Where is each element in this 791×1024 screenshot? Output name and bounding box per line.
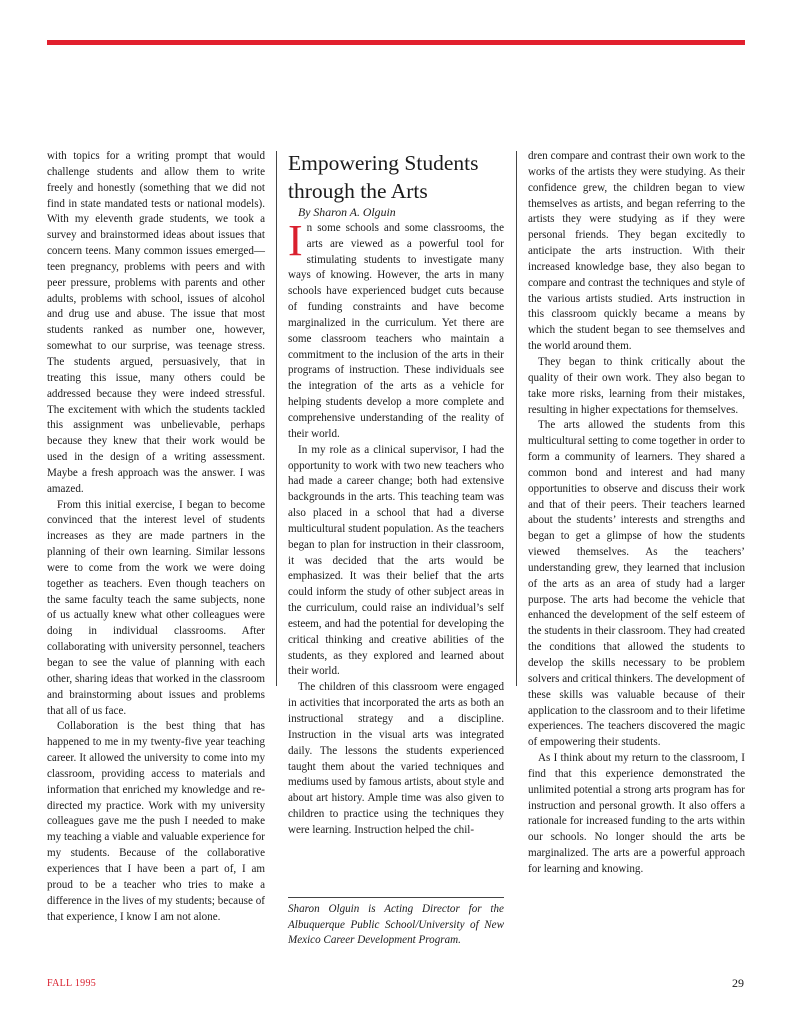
paragraph: From this initial exercise, I began to become convinced that the interest level of students increases as they are made partners in the planning of their own learning. Similar lessons were to come from the work we were doing together as teachers. Even though teachers on the same faculty teach the same subjects, none of us actually knew what other colleagues were doing in individual classrooms. After collaborating with university personnel, teachers began to see the value of planning with each other, sharing ideas that worked in the classroom and brainstorming about issues and problems that all of us face. xyxy=(47,498,265,717)
top-accent-bar xyxy=(47,40,745,45)
paragraph: As I think about my return to the classroom, I find that this experience demonstrated the unlimited potential a strong arts program has for instruction and personal growth. It also offers a rationale for increased funding to the arts within our schools. No longer should the arts be marginalized. The arts are a powerful approach for learning and knowing. xyxy=(528,752,745,875)
drop-cap: I xyxy=(288,215,303,265)
paragraph: Collaboration is the best thing that has happened to me in my twenty-five year teaching career. It allowed the university to come into my classroom, providing access to materials and information that enriched my knowledge and re-directed my practice. Work with my university colleagues gave me the push I needed to make my teaching a viable and valuable experience for my students. Because of the collaborative experiences that I have been a part of, I am proud to be a teacher who tries to make a difference in the lives of my students; because of that experience, I know I am not alone. xyxy=(47,720,265,923)
page-number: 29 xyxy=(732,976,744,990)
paragraph: with topics for a writing prompt that would challenge students and allow them to write freely and honestly (something that we did not find in state mandated tests or national models). With my eleventh grade students, we took a survey and brainstormed ideas about issues that concern teens. Many common issues emerged—teen pregnancy, problems with peers and with peer pressure, problems with parents and other adults, problems with school, issues of alcohol and drug use and abuse. The issue that most students ranked as number one, however, somewhat to our surprise, was teenage stress. The students argued, persuasively, that in treating this issue, many others could be addressed because they were indeed stressful. The excitement with which the students tackled this assignment was unbelievable, perhaps because they knew that their work would be used in the design of a writing assessment. Maybe a fresh approach was the answer. I was amazed. xyxy=(47,150,265,495)
article-title: Empowering Students through the Arts xyxy=(288,151,479,203)
column-divider xyxy=(276,151,277,686)
column-1 xyxy=(47,149,265,925)
issue-label: FALL 1995 xyxy=(47,978,97,989)
column-divider xyxy=(516,151,517,686)
paragraph: The children of this classroom were engaged in activities that incorporated the arts as both an instructional strategy and a discipline. Instruction in the visual arts was integrated daily. The lessons the students experienced taught them about the varied techniques and mediums used by famous artists, about style and about art history. Ample time was also given to children to practice using the techniques they were learning. Instruction helped the chil- xyxy=(288,681,504,836)
paragraph xyxy=(288,215,504,443)
column-2 xyxy=(288,149,504,839)
paragraph: In my role as a clinical supervisor, I had the opportunity to work with two new teachers who had made a career change; both had extensive backgrounds in the arts. This teaching team was also placed in a school that had a diverse multicultural student population. As the teachers began to plan for instruction in their classroom, it was decided that the arts would be emphasized. It was their belief that the arts could inform the study of other subject areas in the curriculum, could raise an individual’s self esteem, and had the potential for developing the critical thinking and creative abilities of the students, as they explored and learned about their world. xyxy=(288,443,504,678)
paragraph: The arts allowed the students from this multicultural setting to come together in order to form a community of learners. They shared a common bond and interest and had many opportunities to observe and discuss their work and that of their peers. Their teachers learned about the students’ interests and strengths and began to get a glimpse of how the students viewed themselves. As the teachers’ understanding grew, they learned that inclusion of the arts as an area of study had a larger purpose. The arts had become the vehicle that enhanced the development of the self esteem of the students in their classroom. They had created the conditions that allowed the students to develop the skills necessary to be problem solvers and critical thinkers. The development of these skills was valuable because of their application to the classroom and to their lifetime experiences. The teachers discovered the magic of empowering their students. xyxy=(528,419,745,749)
paragraph-text: n some schools and some classrooms, the arts are viewed as a powerful tool for stimulating students to investigate many ways of knowing. However, the arts in many schools have experienced budget cuts because of funding constraints and have become marginalized in the curriculum. Yet there are some classroom teachers who maintain a commitment to the inclusion of the arts in their programs of instruction. These individuals see the integration of the arts as a vehicle for helping students develop a more complete and comprehensive understanding of the reality of their world. xyxy=(288,221,504,440)
paragraph: dren compare and contrast their own work to the works of the artists they were studying. As their confidence grew, the children began to view themselves as artists, and began referring to the artists they were studying as if they were personal friends. They began excitedly to anticipate the arts instruction. With their increased knowledge base, they also began to compare and contrast the techniques and style of the various artists studied. Arts instruction in this classroom quickly became a means by which the student began to see themselves and the world around them. xyxy=(528,150,745,353)
article-byline: By Sharon A. Olguin xyxy=(298,205,396,219)
paragraph: They began to think critically about the quality of their own work. They also began to take more risks, learning from their mistakes, resulting in higher expectations for themselves. xyxy=(528,355,745,416)
column-3 xyxy=(528,149,745,878)
author-bio: Sharon Olguin is Acting Director for the Albuquerque Public School/University of New Mexico Career Development Program. xyxy=(288,897,504,949)
